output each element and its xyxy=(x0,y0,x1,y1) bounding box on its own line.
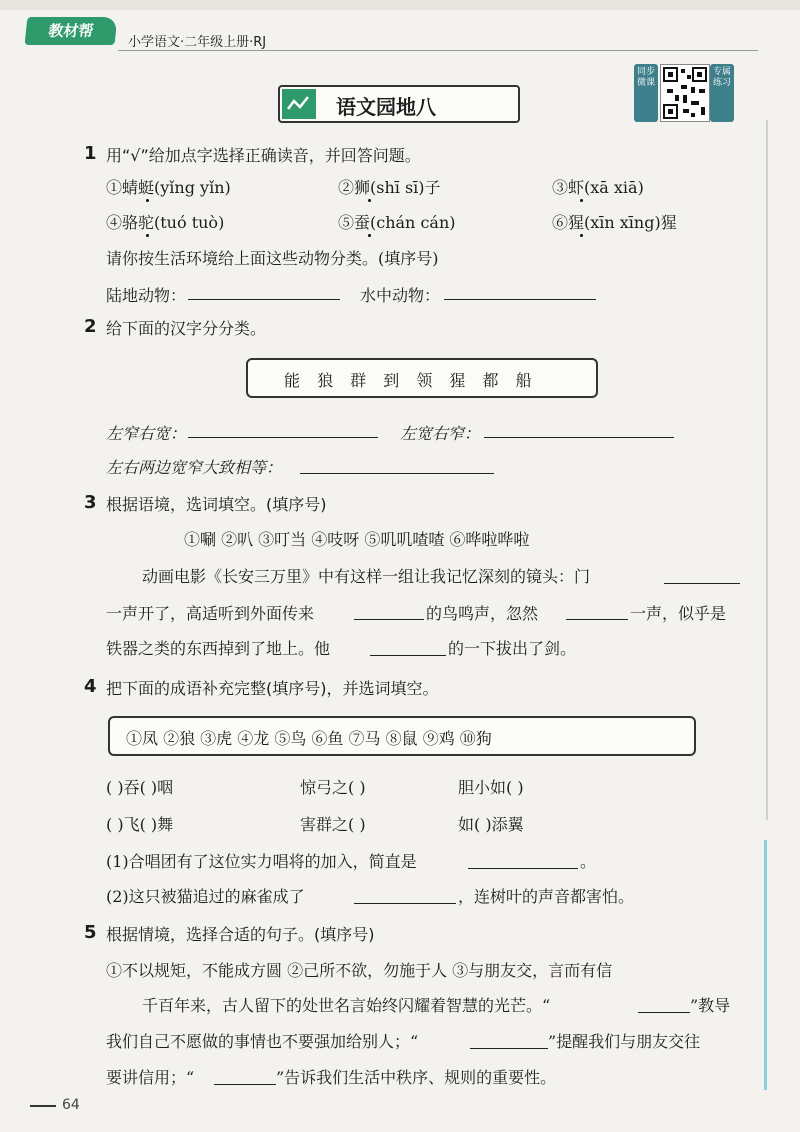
q1-item-5[interactable]: ⑤蚕(chán cán) xyxy=(338,213,456,232)
water-answer-blank[interactable] xyxy=(444,298,596,300)
page-title-box xyxy=(278,85,520,123)
q3-para-3b: 的一下拔出了剑。 xyxy=(448,639,577,658)
q1-item-3[interactable]: ③虾(xā xiā) xyxy=(552,178,644,197)
q4-sentence-2a: (2)这只被猫追过的麻雀成了 xyxy=(106,887,305,906)
q3-blank-2[interactable] xyxy=(354,618,424,620)
q4-blank-1[interactable] xyxy=(468,867,578,869)
q1-number: 1 xyxy=(84,143,97,164)
q1-item-6[interactable]: ⑥猩(xīn xīng)猩 xyxy=(552,213,677,232)
q5-para-3a: 要讲信用；“ xyxy=(106,1068,195,1087)
q4-sentence-1a: (1)合唱团有了这位实力唱将的加入，简直是 xyxy=(106,852,417,871)
qr-code-icon[interactable] xyxy=(660,64,710,122)
q4-idiom-3[interactable]: 胆小如( ) xyxy=(458,778,524,797)
q4-number: 4 xyxy=(84,676,97,697)
subject-label: 小学语文·二年级上册·RJ xyxy=(128,35,267,50)
q1-item-4[interactable]: ④骆驼(tuó tuò) xyxy=(106,213,225,232)
q3-number: 3 xyxy=(84,492,97,513)
qr-left-label: 同步微课 xyxy=(634,64,658,122)
page-no-rule xyxy=(30,1105,56,1107)
q3-blank-3[interactable] xyxy=(566,618,628,620)
q5-para-2b: ”提醒我们与朋友交往 xyxy=(548,1032,701,1051)
margin-edge xyxy=(766,120,768,820)
q4-options: ①凤 ②狼 ③虎 ④龙 ⑤鸟 ⑥鱼 ⑦马 ⑧鼠 ⑨鸡 ⑩狗 xyxy=(126,729,492,748)
q5-para-2a: 我们自己不愿做的事情也不要强加给别人；“ xyxy=(106,1032,419,1051)
q2-char-box xyxy=(246,358,598,398)
q5-blank-3[interactable] xyxy=(214,1083,276,1085)
q2-equal-label: 左右两边宽窄大致相等： xyxy=(106,458,283,477)
emphasis-dot xyxy=(146,199,149,202)
q3-para-2c: 一声，似乎是 xyxy=(630,604,727,623)
q5-number: 5 xyxy=(84,922,97,943)
equal-blank[interactable] xyxy=(300,472,494,474)
q1-item-1[interactable]: ①蜻蜓(yǐng yǐn) xyxy=(106,178,231,197)
q4-sentence-1b: 。 xyxy=(580,852,597,871)
emphasis-dot xyxy=(580,234,583,237)
q4-option-box xyxy=(108,716,696,756)
qr-right-label: 专属练习 xyxy=(710,64,734,122)
narrow-left-blank[interactable] xyxy=(188,436,378,438)
q4-idiom-2[interactable]: 惊弓之( ) xyxy=(300,778,366,797)
q1-land-label: 陆地动物： xyxy=(106,286,187,305)
q3-para-2a: 一声开了，高适听到外面传来 xyxy=(106,604,315,623)
emphasis-dot xyxy=(368,199,371,202)
q1-prompt: 用“√”给加点字选择正确读音，并回答问题。 xyxy=(106,146,421,165)
q2-prompt: 给下面的汉字分分类。 xyxy=(106,319,267,338)
q3-para-3a: 铁器之类的东西掉到了地上。他 xyxy=(106,639,331,658)
q1-water-label: 水中动物： xyxy=(360,286,441,305)
q3-para-2b: 的鸟鸣声，忽然 xyxy=(426,604,539,623)
q3-options: ①唰 ②叭 ③叮当 ④吱呀 ⑤叽叽喳喳 ⑥哗啦哗啦 xyxy=(184,530,530,549)
q3-prompt: 根据语境，选词填空。(填序号) xyxy=(106,495,327,514)
emphasis-dot xyxy=(146,234,149,237)
q4-blank-2[interactable] xyxy=(354,902,456,904)
header-divider xyxy=(118,50,758,51)
q5-para-3b: ”告诉我们生活中秩序、规则的重要性。 xyxy=(276,1068,557,1087)
page-number: 64 xyxy=(62,1097,80,1113)
q3-blank-1[interactable] xyxy=(664,582,740,584)
q2-narrow-left-label: 左窄右宽： xyxy=(106,424,187,443)
emphasis-dot xyxy=(368,234,371,237)
q2-chars: 能 狼 群 到 领 猩 都 船 xyxy=(284,371,538,390)
q3-para-1: 动画电影《长安三万里》中有这样一组让我记忆深刻的镜头：门 xyxy=(142,567,591,586)
q4-idiom-5[interactable]: 害群之( ) xyxy=(300,815,366,834)
top-edge xyxy=(0,0,800,10)
q1-ask: 请你按生活环境给上面这些动物分类。(填序号) xyxy=(106,249,439,268)
brand-badge: 教材帮 xyxy=(25,17,118,45)
section-icon xyxy=(282,89,316,119)
q5-options: ①不以规矩，不能成方圆 ②己所不欲，勿施于人 ③与朋友交，言而有信 xyxy=(106,961,613,980)
q5-para-1a: 千百年来，古人留下的处世名言始终闪耀着智慧的光芒。“ xyxy=(142,996,551,1015)
q5-blank-2[interactable] xyxy=(470,1047,548,1049)
q1-item-2[interactable]: ②狮(shī sī)子 xyxy=(338,178,441,197)
emphasis-dot xyxy=(580,199,583,202)
q2-number: 2 xyxy=(84,316,97,337)
q5-para-1b: ”教导 xyxy=(690,996,731,1015)
q4-prompt: 把下面的成语补充完整(填序号)，并选词填空。 xyxy=(106,679,439,698)
q4-idiom-4[interactable]: ( )飞( )舞 xyxy=(106,815,174,834)
land-answer-blank[interactable] xyxy=(188,298,340,300)
q5-blank-1[interactable] xyxy=(638,1011,690,1013)
q3-blank-4[interactable] xyxy=(370,654,446,656)
page-title: 语文园地八 xyxy=(336,95,436,119)
q5-prompt: 根据情境，选择合适的句子。(填序号) xyxy=(106,925,375,944)
q4-sentence-2b: ，连树叶的声音都害怕。 xyxy=(458,887,635,906)
q4-idiom-1[interactable]: ( )吞( )咽 xyxy=(106,778,174,797)
q4-idiom-6[interactable]: 如( )添翼 xyxy=(458,815,524,834)
q2-wide-left-label: 左宽右窄： xyxy=(400,424,481,443)
wide-left-blank[interactable] xyxy=(484,436,674,438)
margin-accent xyxy=(764,840,767,1090)
